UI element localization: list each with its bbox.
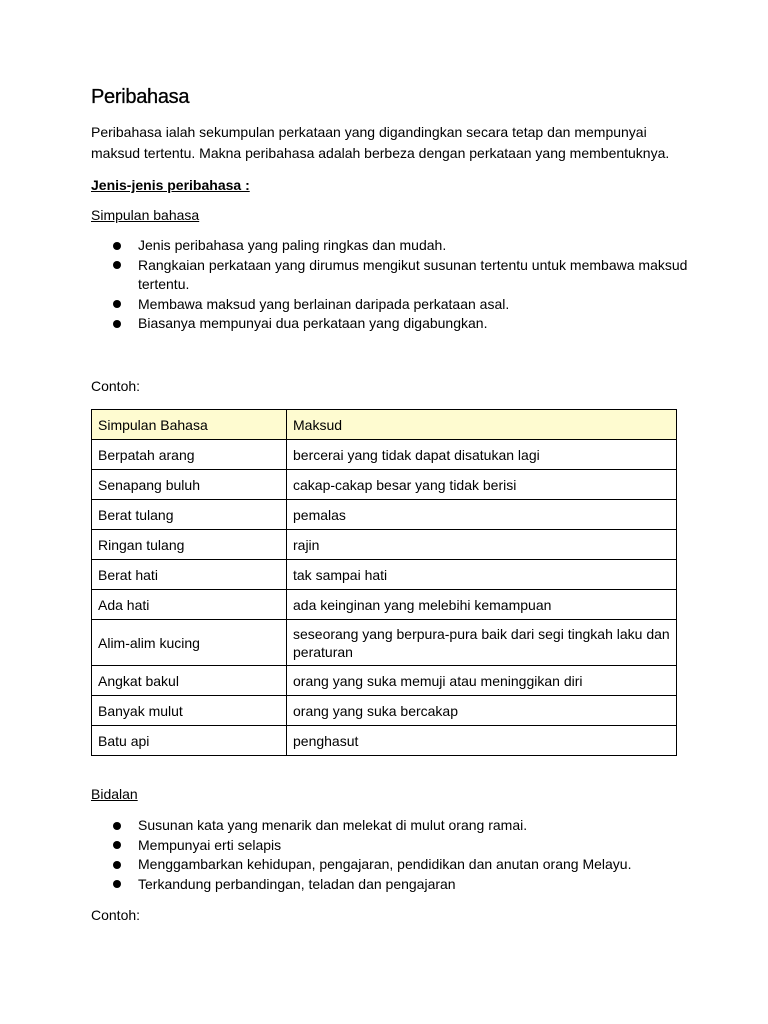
table-row	[92, 560, 677, 590]
list-item: Membawa maksud yang berlainan daripada perkataan asal.	[91, 295, 691, 315]
list-item: Menggambarkan kehidupan, pengajaran, pendidikan dan anutan orang Melayu.	[91, 855, 691, 875]
table-row	[92, 440, 677, 470]
bullet-icon	[113, 242, 121, 250]
table-cell: Berat tulang	[92, 500, 287, 530]
table-row	[92, 696, 677, 726]
table-cell: seseorang yang berpura-pura baik dari segi tingkah laku dan peraturan	[287, 620, 677, 666]
table-cell: rajin	[287, 530, 677, 560]
table-cell: Batu api	[92, 726, 287, 756]
table-cell: ada keinginan yang melebihi kemampuan	[287, 590, 677, 620]
simpulan-bullet-list	[91, 236, 691, 334]
simpulan-heading: Simpulan bahasa	[91, 207, 200, 223]
table-row	[92, 590, 677, 620]
table-header-cell: Simpulan Bahasa	[92, 410, 287, 440]
table-cell: orang yang suka bercakap	[287, 696, 677, 726]
table-row	[92, 620, 677, 666]
table-cell: Ringan tulang	[92, 530, 287, 560]
table-cell: Senapang buluh	[92, 470, 287, 500]
intro-paragraph: Peribahasa ialah sekumpulan perkataan yang digandingkan secara tetap dan mempunyai maksud tertentu. Makna peribahasa adalah berbeza dengan perkataan yang membentuknya.	[91, 124, 670, 161]
table-cell: penghasut	[287, 726, 677, 756]
table-row	[92, 530, 677, 560]
list-item: Mempunyai erti selapis	[91, 836, 691, 856]
bullet-icon	[113, 841, 121, 849]
table-cell: tak sampai hati	[287, 560, 677, 590]
list-item: Susunan kata yang menarik dan melekat di mulut orang ramai.	[91, 816, 691, 836]
bidalan-bullet-list	[91, 816, 691, 894]
bullet-icon	[113, 300, 121, 308]
list-item: Biasanya mempunyai dua perkataan yang digabungkan.	[91, 314, 691, 334]
bullet-icon	[113, 261, 121, 269]
bidalan-heading: Bidalan	[91, 786, 138, 802]
table-cell: Angkat bakul	[92, 666, 287, 696]
page-title: Peribahasa	[91, 86, 190, 108]
table-cell: Banyak mulut	[92, 696, 287, 726]
bidalan-example-label: Contoh:	[91, 907, 141, 923]
table-cell: orang yang suka memuji atau meninggikan diri	[287, 666, 677, 696]
table-cell: Alim-alim kucing	[92, 620, 287, 666]
table-header-row	[92, 410, 677, 440]
table-cell: pemalas	[287, 500, 677, 530]
table-cell: bercerai yang tidak dapat disatukan lagi	[287, 440, 677, 470]
table-cell: Berat hati	[92, 560, 287, 590]
bullet-icon	[113, 320, 121, 328]
table-row	[92, 470, 677, 500]
simpulan-bahasa-table	[91, 409, 677, 756]
table-cell: cakap-cakap besar yang tidak berisi	[287, 470, 677, 500]
types-heading: Jenis-jenis peribahasa :	[91, 177, 250, 193]
list-item: Terkandung perbandingan, teladan dan pengajaran	[91, 875, 691, 895]
table-row	[92, 500, 677, 530]
table-header-cell: Maksud	[287, 410, 677, 440]
bullet-icon	[113, 880, 121, 888]
table-cell: Ada hati	[92, 590, 287, 620]
list-item: Rangkaian perkataan yang dirumus mengikut susunan tertentu untuk membawa maksud tertentu.	[91, 256, 691, 295]
list-item: Jenis peribahasa yang paling ringkas dan mudah.	[91, 236, 691, 256]
simpulan-example-label: Contoh:	[91, 378, 141, 394]
table-cell: Berpatah arang	[92, 440, 287, 470]
table-row	[92, 726, 677, 756]
bullet-icon	[113, 861, 121, 869]
bullet-icon	[113, 822, 121, 830]
table-row	[92, 666, 677, 696]
